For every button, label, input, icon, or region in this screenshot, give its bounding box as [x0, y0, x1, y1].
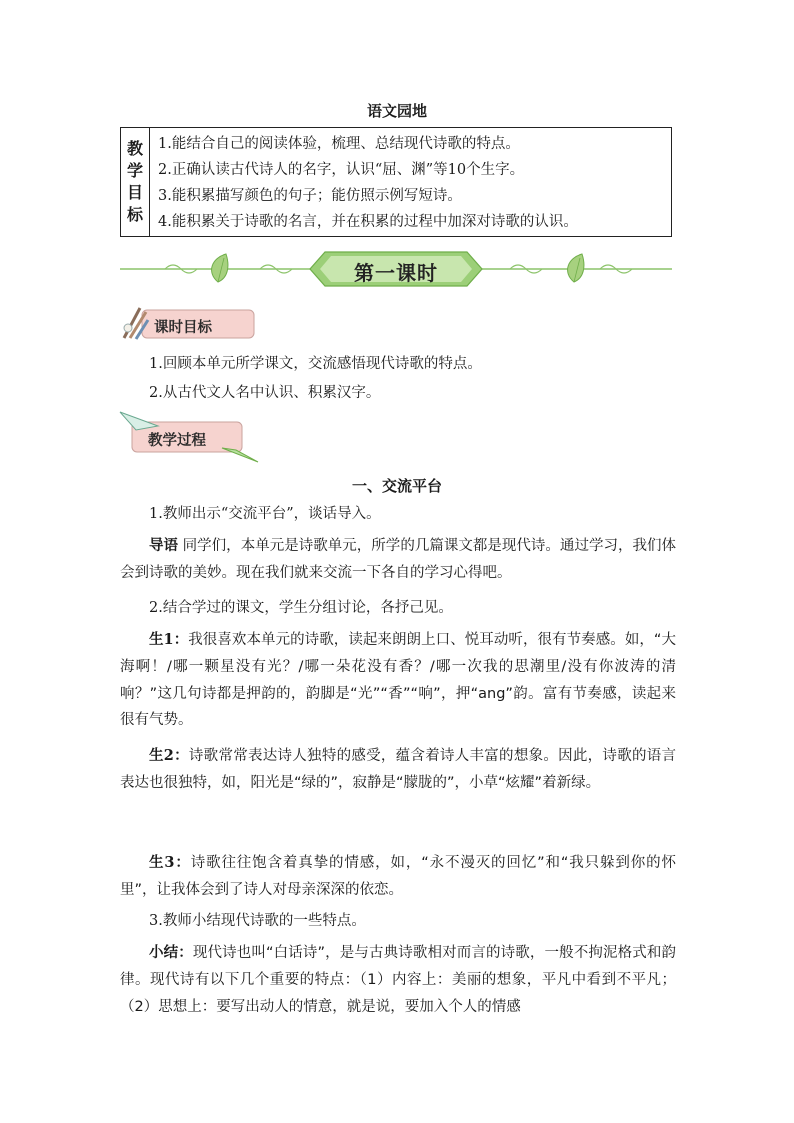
- student-2-lead: 生2：: [149, 747, 189, 764]
- teaching-process-label: 教学过程: [148, 433, 206, 449]
- objective-item: 1.能结合自己的阅读体验，梳理、总结现代诗歌的特点。: [158, 136, 520, 152]
- intro-paragraph: [120, 533, 676, 587]
- objectives-label-char: 标: [126, 205, 143, 224]
- student-3-paragraph: [120, 850, 676, 904]
- objectives-label-char: 教: [126, 139, 143, 158]
- step-3: 3.教师小结现代诗歌的一些特点。: [149, 913, 366, 929]
- student-1-lead: 生1：: [149, 631, 189, 648]
- student-1-paragraph: [120, 627, 676, 734]
- intro-lead: 导语: [149, 537, 179, 554]
- objectives-label-char: 目: [126, 183, 143, 202]
- objective-item: 2.正确认读古代诗人的名字，认识“屈、渊”等10个生字。: [158, 162, 525, 178]
- student-2-paragraph: [120, 743, 676, 797]
- objectives-label: [121, 128, 150, 236]
- student-1-text: 我很喜欢本单元的诗歌，读起来朗朗上口、悦耳动听，很有节奏感。如，“大海啊！/哪一颗星没有光？/哪一朵花没有香？/哪一次我的思潮里/没有你波涛的清响？”这几句诗都是押韵的，韵脚是“光”“香”“响”，押“ang”韵。富有节奏感，读起来很有气势。: [120, 632, 676, 729]
- objectives-label-char: 学: [126, 161, 143, 180]
- summary-text: 现代诗也叫“白话诗”，是与古典诗歌相对而言的诗歌，一般不拘泥格式和韵律。现代诗有以下几个重要的特点：（1）内容上：美丽的想象，平凡中看到不平凡；（2）思想上：要写出动人的情意，就是说，要加入个人的情感: [120, 945, 676, 1015]
- lesson-goals-badge: [120, 302, 260, 344]
- teaching-process-badge: [118, 408, 260, 464]
- student-2-text: 诗歌常常表达诗人独特的感受，蕴含着诗人丰富的想象。因此，诗歌的语言表达也很独特，如，阳光是“绿的”，寂静是“朦胧的”，小草“炫耀”着新绿。: [120, 748, 677, 791]
- objectives-table: [120, 127, 672, 237]
- document-title: 语文园地: [366, 102, 427, 120]
- banner-title: 第一课时: [354, 261, 438, 285]
- summary-lead: 小结：: [149, 944, 193, 961]
- lesson-goal-item: 2.从古代文人名中认识、积累汉字。: [149, 385, 381, 401]
- intro-text: 同学们，本单元是诗歌单元，所学的几篇课文都是现代诗。通过学习，我们体会到诗歌的美妙。现在我们就来交流一下各自的学习心得吧。: [120, 538, 677, 581]
- student-3-text: 诗歌往往饱含着真挚的情感，如，“永不漫灭的回忆”和“我只躲到你的怀里”，让我体会到了诗人对母亲深深的依恋。: [120, 855, 676, 898]
- objective-item: 3.能积累描写颜色的句子；能仿照示例写短诗。: [158, 188, 462, 204]
- lesson-goals-label: 课时目标: [154, 320, 212, 336]
- step-1: 1.教师出示“交流平台”，谈话导入。: [149, 506, 381, 522]
- objectives-list: [150, 128, 671, 236]
- objective-item: 4.能积累关于诗歌的名言，并在积累的过程中加深对诗歌的认识。: [158, 214, 578, 230]
- summary-paragraph: [120, 940, 676, 1020]
- step-2: 2.结合学过的课文，学生分组讨论，各抒己见。: [149, 600, 453, 616]
- lesson-goal-item: 1.回顾本单元所学课文，交流感悟现代诗歌的特点。: [149, 356, 482, 372]
- lesson-banner: [120, 248, 672, 290]
- section-heading: 一、交流平台: [351, 477, 442, 495]
- student-3-lead: 生3：: [149, 854, 191, 871]
